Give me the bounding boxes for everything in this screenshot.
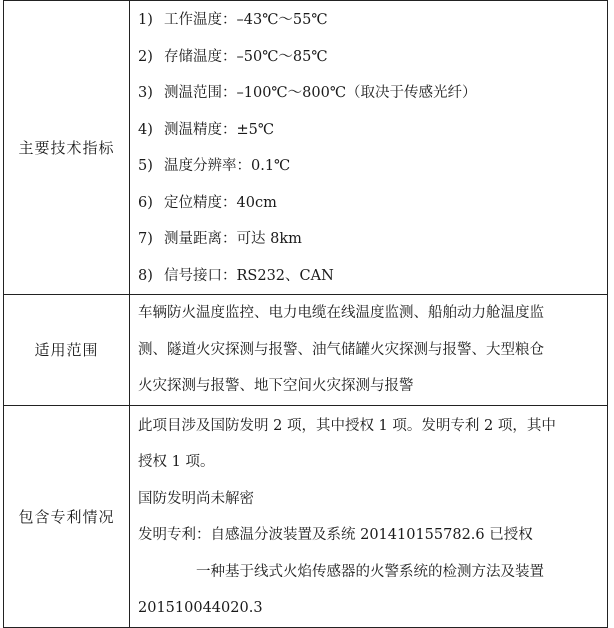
spec-item-text: 温度分辨率：0.1℃ (164, 158, 291, 174)
spec-item-number: 6) (138, 194, 153, 211)
spec-item (138, 221, 603, 258)
tech-spec-table (3, 0, 608, 628)
row-label-application-scope: 适用范围 (4, 295, 130, 406)
patent-line: 发明专利：自感温分波装置及系统 201410155782.6 已授权 (138, 527, 533, 543)
patent-line: 一种基于线式火焰传感器的火警系统的检测方法及装置 (196, 563, 544, 580)
spec-item-text: 测温精度：±5℃ (164, 121, 275, 138)
spec-item (138, 39, 603, 76)
spec-item-text: 定位精度：40cm (164, 194, 277, 211)
row-label-main-specs: 主要技术指标 (4, 1, 130, 295)
spec-item-number: 2) (138, 48, 153, 65)
spec-item-text: 测温范围：–100℃～800℃（取决于传感光纤） (164, 85, 477, 101)
spec-item (138, 185, 603, 222)
spec-item-text: 信号接口：RS232、CAN (164, 267, 334, 284)
scope-line: 车辆防火温度监控、电力电缆在线温度监测、船舶动力舱温度监 (138, 305, 544, 321)
spec-item-number: 4) (138, 121, 153, 138)
row-label-patents: 包含专利情况 (4, 405, 130, 627)
table-row-main-specs (4, 1, 608, 295)
patents-content (130, 405, 608, 627)
spec-item (138, 2, 603, 39)
spec-item-number: 1) (138, 12, 153, 28)
spec-item (138, 75, 603, 112)
spec-item (138, 258, 603, 295)
patent-line: 201510044020.3 (138, 600, 263, 616)
spec-item-text: 测量距离：可达 8km (164, 231, 302, 247)
scope-line: 火灾探测与报警、地下空间火灾探测与报警 (138, 378, 414, 394)
spec-item-text: 存储温度：–50℃～85℃ (164, 48, 328, 65)
spec-item-number: 7) (138, 231, 153, 247)
scope-line: 测、隧道火灾探测与报警、油气储罐火灾探测与报警、大型粮仓 (138, 341, 544, 358)
table-row-patents (4, 405, 608, 627)
spec-item (138, 148, 603, 185)
spec-item-text: 工作温度：–43℃～55℃ (164, 12, 328, 28)
patent-line: 授权 1 项。 (138, 454, 215, 470)
patent-line: 此项目涉及国防发明 2 项，其中授权 1 项。发明专利 2 项，其中 (138, 417, 556, 434)
spec-item (138, 112, 603, 149)
spec-item-number: 5) (138, 158, 153, 174)
table-row-application-scope (4, 295, 608, 406)
spec-item-number: 3) (138, 85, 153, 101)
main-specs-content (130, 1, 608, 295)
application-scope-content (130, 295, 608, 406)
spec-item-number: 8) (138, 267, 153, 284)
patent-line: 国防发明尚未解密 (138, 490, 254, 507)
